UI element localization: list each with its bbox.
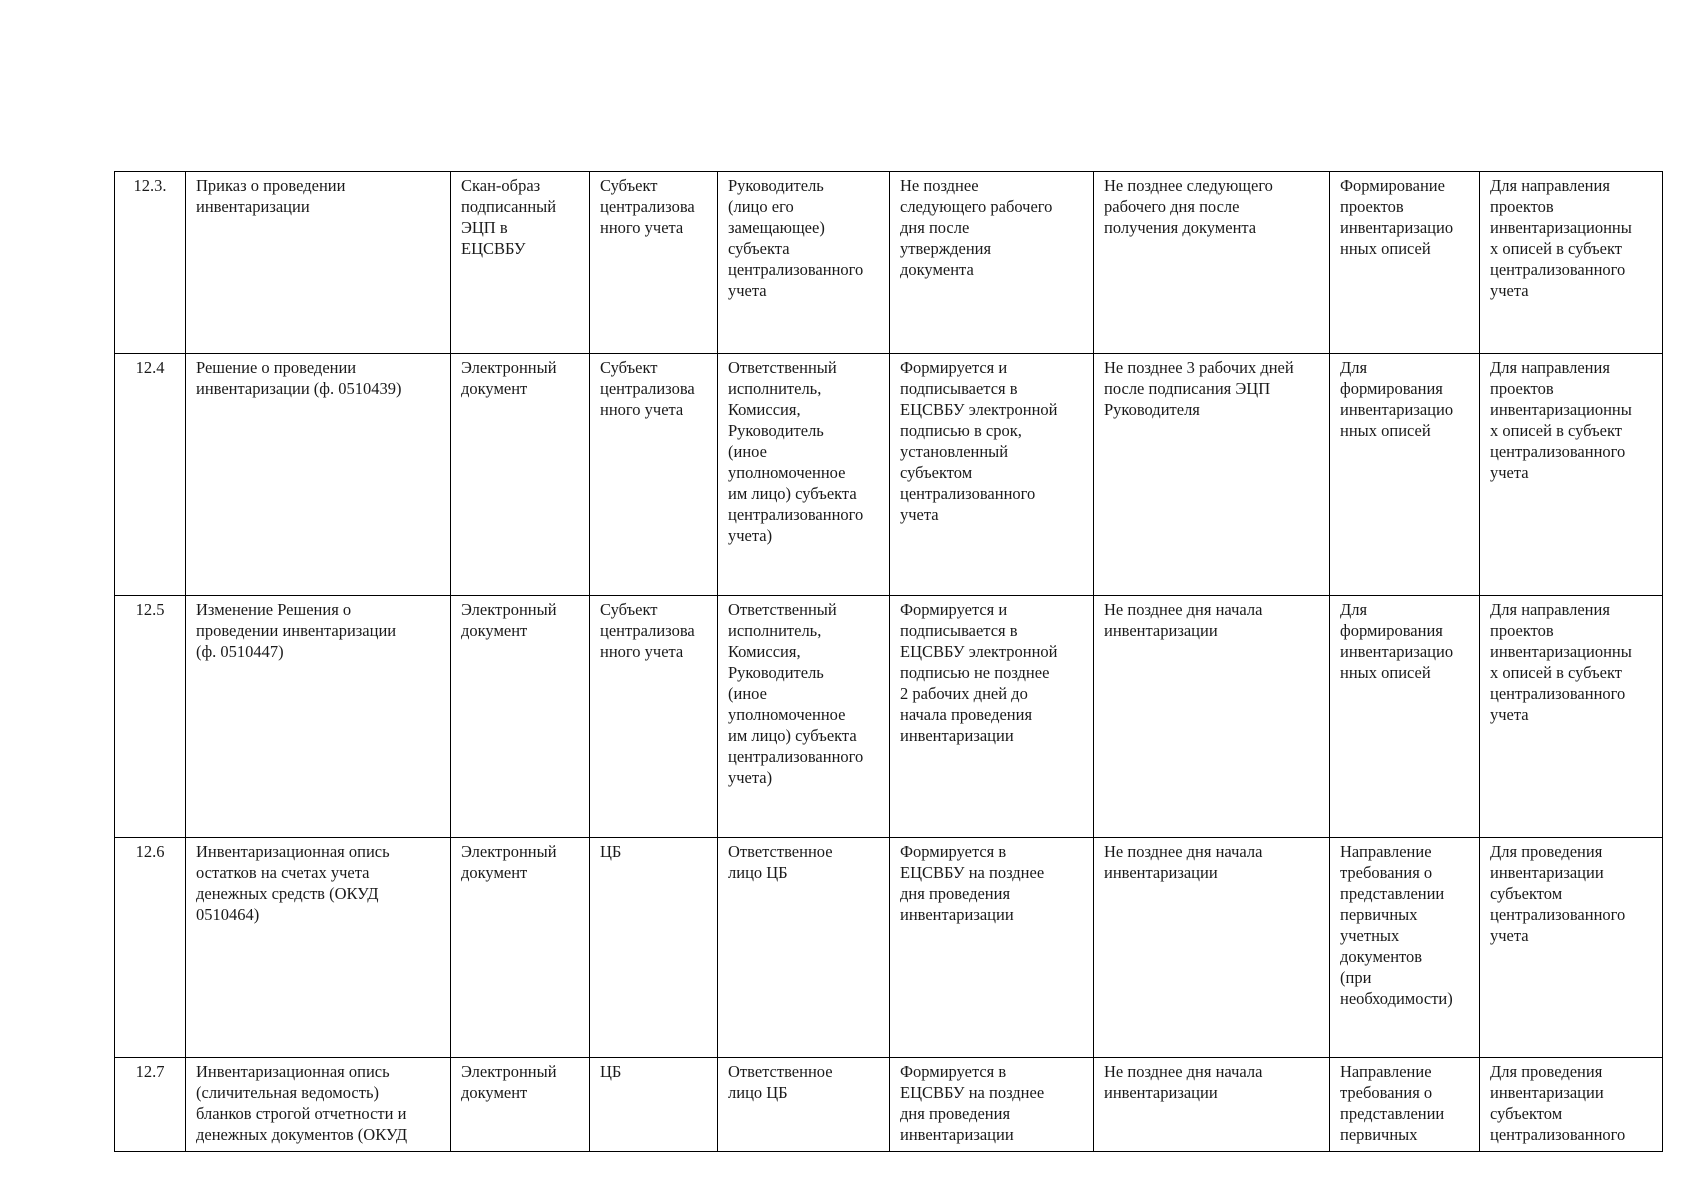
usage-cell: Для проведения инвентаризации субъектом централизованного (1480, 1058, 1663, 1152)
table-row (115, 596, 1663, 838)
document-form-cell: Электронный документ (451, 354, 590, 596)
creator-cell: Субъект централизова нного учета (590, 172, 718, 354)
deadline-create-cell: Формируется в ЕЦСВБУ на позднее дня проведения инвентаризации (890, 1058, 1094, 1152)
row-number: 12.7 (115, 1058, 186, 1152)
usage-cell: Для направления проектов инвентаризационны х описей в субъект централизованного учета (1480, 354, 1663, 596)
purpose-cell: Для формирования инвентаризацио нных описей (1330, 354, 1480, 596)
row-number: 12.4 (115, 354, 186, 596)
responsible-cell: Ответственный исполнитель, Комиссия, Руководитель (иное уполномоченное им лицо) субъекта централизованного учета) (718, 354, 890, 596)
document-form-cell: Скан-образ подписанный ЭЦП в ЕЦСВБУ (451, 172, 590, 354)
document-name-cell: Инвентаризационная опись остатков на счетах учета денежных средств (ОКУД 0510464) (186, 838, 451, 1058)
deadline-create-cell: Формируется и подписывается в ЕЦСВБУ электронной подписью не позднее 2 рабочих дней до начала проведения инвентаризации (890, 596, 1094, 838)
table-row (115, 1058, 1663, 1152)
document-name-cell: Решение о проведении инвентаризации (ф. 0510439) (186, 354, 451, 596)
responsible-cell: Ответственный исполнитель, Комиссия, Руководитель (иное уполномоченное им лицо) субъекта централизованного учета) (718, 596, 890, 838)
deadline-create-cell: Не позднее следующего рабочего дня после утверждения документа (890, 172, 1094, 354)
procedure-table (114, 171, 1663, 1152)
creator-cell: Субъект централизова нного учета (590, 596, 718, 838)
document-form-cell: Электронный документ (451, 596, 590, 838)
document-form-cell: Электронный документ (451, 838, 590, 1058)
creator-cell: ЦБ (590, 838, 718, 1058)
deadline-process-cell: Не позднее следующего рабочего дня после получения документа (1094, 172, 1330, 354)
deadline-process-cell: Не позднее дня начала инвентаризации (1094, 838, 1330, 1058)
table-row (115, 354, 1663, 596)
usage-cell: Для направления проектов инвентаризационны х описей в субъект централизованного учета (1480, 172, 1663, 354)
creator-cell: ЦБ (590, 1058, 718, 1152)
row-number: 12.3. (115, 172, 186, 354)
document-name-cell: Приказ о проведении инвентаризации (186, 172, 451, 354)
responsible-cell: Ответственное лицо ЦБ (718, 838, 890, 1058)
row-number: 12.6 (115, 838, 186, 1058)
deadline-process-cell: Не позднее дня начала инвентаризации (1094, 1058, 1330, 1152)
purpose-cell: Направление требования о представлении первичных учетных документов (при необходимости) (1330, 838, 1480, 1058)
purpose-cell: Для формирования инвентаризацио нных описей (1330, 596, 1480, 838)
purpose-cell: Формирование проектов инвентаризацио нных описей (1330, 172, 1480, 354)
responsible-cell: Руководитель (лицо его замещающее) субъекта централизованного учета (718, 172, 890, 354)
usage-cell: Для проведения инвентаризации субъектом централизованного учета (1480, 838, 1663, 1058)
table-row (115, 172, 1663, 354)
responsible-cell: Ответственное лицо ЦБ (718, 1058, 890, 1152)
row-number: 12.5 (115, 596, 186, 838)
purpose-cell: Направление требования о представлении первичных (1330, 1058, 1480, 1152)
document-form-cell: Электронный документ (451, 1058, 590, 1152)
deadline-create-cell: Формируется и подписывается в ЕЦСВБУ электронной подписью в срок, установленный субъектом централизованного учета (890, 354, 1094, 596)
table-row (115, 838, 1663, 1058)
deadline-create-cell: Формируется в ЕЦСВБУ на позднее дня проведения инвентаризации (890, 838, 1094, 1058)
document-name-cell: Изменение Решения о проведении инвентаризации (ф. 0510447) (186, 596, 451, 838)
creator-cell: Субъект централизова нного учета (590, 354, 718, 596)
deadline-process-cell: Не позднее дня начала инвентаризации (1094, 596, 1330, 838)
usage-cell: Для направления проектов инвентаризационны х описей в субъект централизованного учета (1480, 596, 1663, 838)
document-name-cell: Инвентаризационная опись (сличительная ведомость) бланков строгой отчетности и денежных документов (ОКУД (186, 1058, 451, 1152)
deadline-process-cell: Не позднее 3 рабочих дней после подписания ЭЦП Руководителя (1094, 354, 1330, 596)
